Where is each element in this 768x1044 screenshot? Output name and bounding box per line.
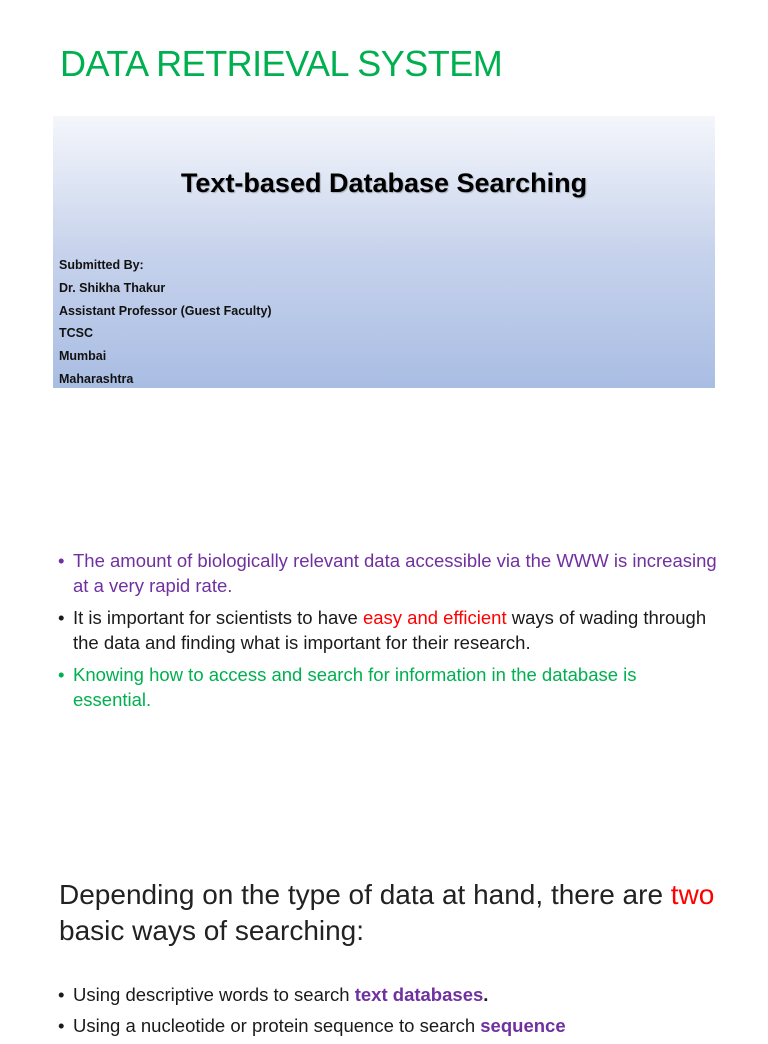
intro-bullet-list (58, 548, 718, 719)
highlight-text: sequence (480, 1015, 566, 1036)
submitter-line: Assistant Professor (Guest Faculty) (59, 303, 272, 318)
heading-text: Depending on the type of data at hand, there are (59, 879, 671, 910)
highlight-text: text databases (354, 984, 484, 1005)
bullet-icon: • (58, 984, 65, 1005)
list-item-text: The amount of biologically relevant data accessible via the WWW is increasing at a very rapid rate. (73, 550, 717, 596)
submitter-line: Maharashtra (59, 371, 134, 386)
bullet-icon: • (58, 550, 65, 571)
highlight-text: easy and efficient (362, 607, 507, 628)
list-item-text: It is important for scientists to have (73, 607, 363, 628)
highlight-text: two (670, 879, 715, 910)
list-item (58, 982, 738, 1007)
submitter-line: Mumbai (59, 349, 107, 364)
submitter-line: Dr. Shikha Thakur (59, 280, 166, 295)
list-item (58, 605, 718, 655)
list-item-text: ways of wading through the data and finding what is important for their research. (73, 607, 707, 653)
list-item (58, 548, 718, 598)
section-heading (59, 877, 739, 949)
bullet-icon: • (58, 607, 65, 628)
bullet-icon: • (58, 664, 65, 685)
title-slide-box (53, 116, 715, 388)
list-item (58, 1013, 738, 1038)
bullet-icon: • (58, 1015, 65, 1036)
list-item (58, 662, 718, 712)
list-item-text: Using a nucleotide or protein sequence to search (73, 1015, 481, 1036)
search-methods-list (58, 982, 738, 1044)
submitter-line: TCSC (59, 326, 94, 341)
heading-text: basic ways of searching: (59, 915, 365, 946)
list-item-text: Using descriptive words to search (73, 984, 355, 1005)
list-item-text: Knowing how to access and search for information in the database is essential. (73, 664, 637, 710)
submitter-line: Submitted By: (59, 258, 144, 272)
submitter-info (59, 254, 272, 391)
slide-heading: Text-based Database Searching (180, 168, 588, 198)
list-item-text: . (483, 984, 489, 1005)
page-title: DATA RETRIEVAL SYSTEM (60, 43, 503, 84)
